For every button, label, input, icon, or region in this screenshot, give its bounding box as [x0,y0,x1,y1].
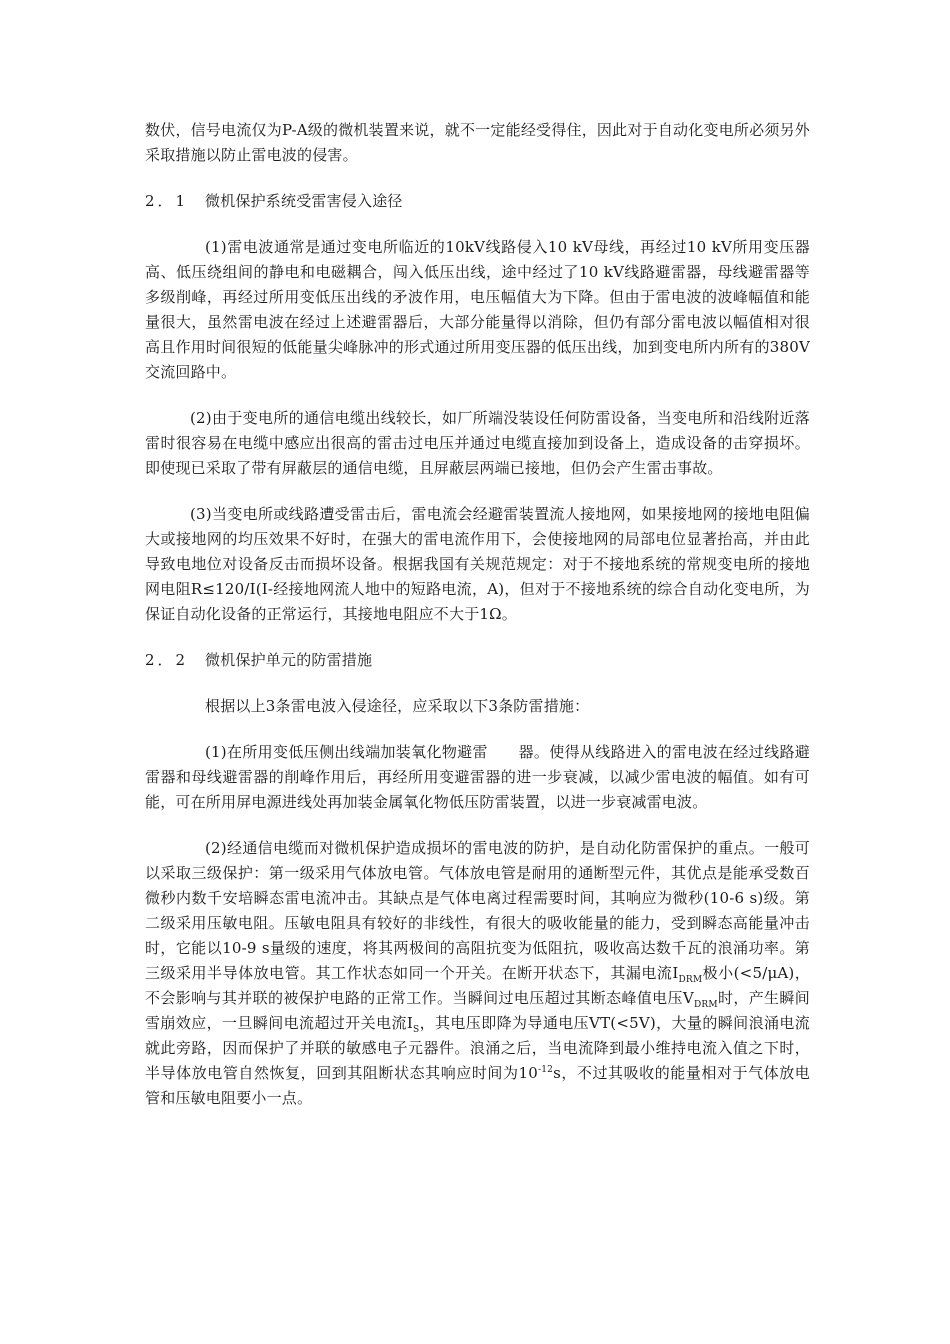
paragraph-measure-2 [145,836,810,1111]
text-run: s，不过其吸收的能量相对于气体放电管和压敏电阻要小一点。 [145,1064,810,1107]
document-body [145,118,810,1111]
paragraph-measure-1: (1)在所用变低压侧出线端加装氧化物避雷 器。使得从线路进入的雷电波在经过线路避雷器和母线避雷器的削峰作用后，再经所用变避雷器的进一步衰减，以减少雷电波的幅值。如有可能，可在所用屏电源进线处再加装金属氧化物低压防雷装置，以进一步衰减雷电波。 [145,743,810,811]
paragraph-measures-intro: 根据以上3条雷电波入侵途径，应采取以下3条防雷措施： [205,697,590,715]
text-run: 极小(<5/μA)，不会影响与其并联的被保护电路的正常工作。当瞬间过电压超过其断态峰值电压V [145,964,810,1007]
text-run: (2)经通信电缆而对微机保护造成损坏的雷电波的防护，是自动化防雷保护的重点。一般可以采取三级保护：第一级采用气体放电管。气体放电管是耐用的通断型元件，其优点是能承受数百微秒内数千安培瞬态雷电流冲击。其缺点是气体电离过程需要时间，其响应为微秒(10-6 s)级。第二级采用压敏电阻。压敏电阻具有较好的非线性，有很大的吸收能量的能力，受到瞬态高能量冲击时，它能以10-9 s量级的速度，将其两极间的高阻抗变为低阻抗，吸收高达数千瓦的浪涌功率。第三级采用半导体放电管。其工作状态如同一个开关。在断开状态下，其漏电流I [145,839,810,982]
text-run: 时，产生瞬间雪崩效应，一旦瞬间电流超过开关电流I [145,989,810,1032]
paragraph-path-3: (3)当变电所或线路遭受雷击后，雷电流会经避雷装置流人接地网，如果接地网的接地电阻偏大或接地网的均压效果不好时，在强大的雷电流作用下，会使接地网的局部电位显著抬高，并由此导致电地位对设备反击而损坏设备。根据我国有关规范规定：对于不接地系统的常规变电所的接地网电阻R≤120/I(I-经接地网流人地中的短路电流，A)，但对于不接地系统的综合自动化变电所，为保证自动化设备的正常运行，其接地电阻应不大于1Ω。 [145,505,810,623]
section-number: 2．2 [145,651,189,669]
superscript-exponent: -12 [538,1065,554,1075]
section-title: 微机保护单元的防雷措施 [205,651,373,669]
subscript-drm: DRM [693,1000,718,1010]
paragraph-path-2: (2)由于变电所的通信电缆出线较长，如厂所端没装设任何防雷设备，当变电所和沿线附近落雷时很容易在电缆中感应出很高的雷击过电压并通过电缆直接加到设备上，造成设备的击穿损坏。即使现已采取了带有屏蔽层的通信电缆，且屏蔽层两端已接地，但仍会产生雷击事故。 [145,409,810,477]
section-heading-2-2 [145,648,810,673]
text-run: ，其电压即降为导通电压VT(<5V)，大量的瞬间浪涌电流就此旁路，因而保护了并联的敏感电子元器件。浪涌之后，当电流降到最小维持电流入值之下时，半导体放电管自然恢复，回到其阻断状态其响应时间为10 [145,1014,810,1082]
subscript-drm: DRM [678,975,703,985]
subscript-s: S [413,1025,420,1035]
section-number: 2．1 [145,192,189,210]
section-title: 微机保护系统受雷害侵入途径 [205,192,403,210]
paragraph-intro: 数伏，信号电流仅为P-A级的微机装置来说，就不一定能经受得住，因此对于自动化变电所必须另外采取措施以防止雷电波的侵害。 [145,121,810,164]
section-heading-2-1 [145,189,810,214]
paragraph-path-1: (1)雷电波通常是通过变电所临近的10kV线路侵入10 kV母线，再经过10 kV所用变压器高、低压绕组间的静电和电磁耦合，闯入低压出线，途中经过了10 kV线路避雷器，母线避雷器等多级削峰，再经过所用变低压出线的矛波作用，电压幅值大为下降。但由于雷电波的波峰幅值和能量很大，虽然雷电波在经过上述避雷器后，大部分能量得以消除，但仍有部分雷电波以幅值相对很高且作用时间很短的低能量尖峰脉冲的形式通过所用变压器的低压出线，加到变电所内所有的380V交流回路中。 [145,238,810,381]
